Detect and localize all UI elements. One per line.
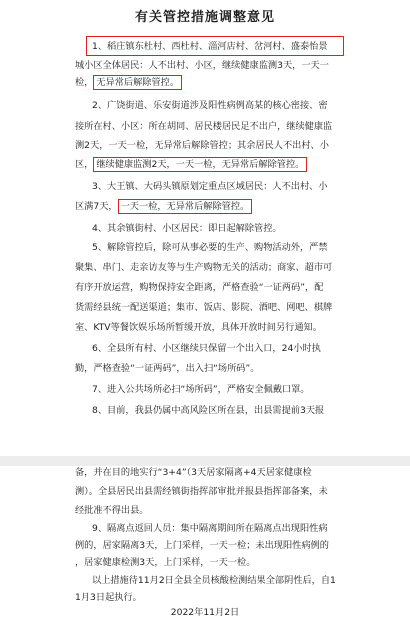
page-divider: [0, 456, 410, 466]
text-line: 4、其余镇街村、小区居民：即日起解除管控。: [92, 223, 282, 234]
text-line: 勤，严格查验“一证两码”，出入扫“场所码”。: [75, 363, 260, 374]
text-line: 1、稻庄镇东杜村、西杜村、淄河店村、岔河村、盛泰怡景: [92, 41, 328, 52]
text-line: 测）。全县居民出县需经镇街指挥部审批并报县指挥部备案，未: [75, 486, 328, 497]
text-line: 有序开放运营，购物保持安全距离，严格查验“一证两码”，配: [75, 282, 324, 293]
highlighted-phrase: 无异常后解除管控。: [93, 75, 182, 90]
text-line: 1月3日起执行。: [75, 592, 142, 603]
text-line: 9、隔离点返回人员：集中隔离期间所在隔离点出现阳性病: [92, 523, 328, 534]
document-date: 2022年11月2日: [170, 607, 240, 618]
text-line-prefix: 区，: [75, 159, 94, 170]
text-line: 备，并在目的地实行“3+4”（3天居家隔离+4天居家健康检: [75, 467, 312, 478]
text-line: 2、广饶街道、乐安街道涉及阳性病例高某的核心密接、密: [92, 100, 328, 111]
text-line: 例的，居家隔离3天，上门采样，一天一检；未出现阳性病例的: [75, 540, 329, 551]
text-line-prefix: 检，: [75, 77, 94, 88]
text-line: 室、KTV等餐饮娱乐场所暂缓开放，具体开放时间另行通知。: [75, 322, 322, 333]
text-line: 城小区全体居民：人不出村、小区，继续健康监测3天，一天一: [75, 60, 329, 71]
text-line: 货需经县统一配送渠道；集市、饭店、影院、酒吧、网吧、棋牌: [75, 302, 333, 313]
text-line: 经批准不得出县。: [75, 505, 149, 516]
text-line: 6、全县所有村、小区继续只保留一个出入口，24小时执: [92, 343, 321, 354]
highlighted-phrase: 继续健康监测2天，一天一检，无异常后解除管控。: [93, 157, 307, 172]
text-line: 8、目前，我县仍属中高风险区所在县，出县需提前3天报: [92, 405, 325, 416]
text-line: 以上措施待11月2日全县全员核酸检测结果全部阴性后，自1: [92, 575, 336, 586]
text-line: 7、进入公共场所必扫“场所码”，严格安全佩戴口罩。: [92, 384, 310, 395]
text-line: 测2天，一天一检，无异常后解除管控；其余居民人不出村、小: [75, 140, 329, 151]
document-title: 有关管控措施调整意见: [134, 10, 275, 25]
text-line-prefix: 区满7天，: [75, 201, 118, 212]
text-line: 接所在村、小区：所在胡同、居民楼居民足不出户，继续健康监: [75, 121, 333, 132]
document-page-2: [0, 466, 410, 616]
text-line-highlighted: [0, 200, 410, 213]
text-line: 聚集、串门、走亲访友等与生产购物无关的活动；商家、超市可: [75, 262, 333, 273]
text-line-highlighted: [0, 158, 410, 171]
highlighted-phrase: 一天一检，无异常后解除管控。: [118, 199, 253, 214]
text-line-highlighted: [0, 76, 410, 89]
text-line: ，居家健康检测3天，上门采样，一天一检。: [75, 557, 256, 568]
text-line: 3、大王镇、大码头镇原划定重点区域居民：人不出村、小: [92, 181, 328, 192]
text-line: 5、解除管控后，除可从事必要的生产、购物活动外，严禁: [92, 242, 328, 253]
